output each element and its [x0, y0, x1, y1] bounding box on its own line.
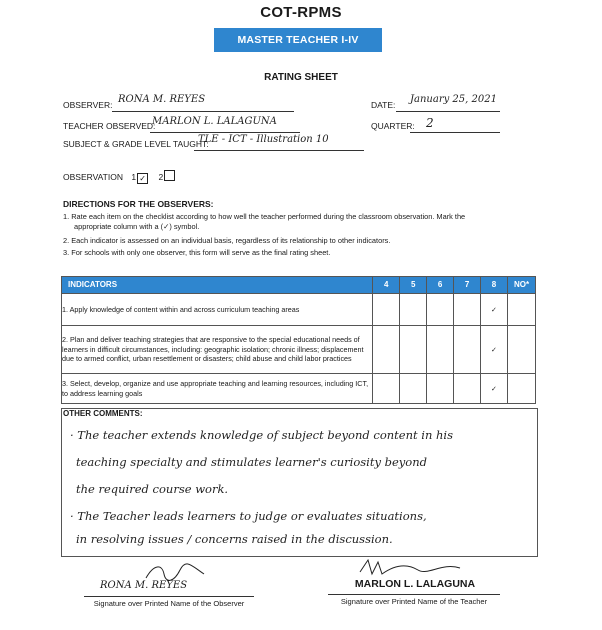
observation-1-checkbox[interactable]: ✓: [137, 173, 148, 184]
subject-underline: [194, 150, 364, 151]
rating-cell[interactable]: [400, 374, 427, 404]
comment-line: the required course work.: [76, 482, 229, 496]
observer-underline: [112, 111, 294, 112]
teacher-underline: [150, 132, 300, 133]
table-row: [62, 294, 536, 326]
quarter-underline: [410, 132, 500, 133]
rating-cell[interactable]: [400, 326, 427, 374]
rating-5-header: 5: [400, 277, 427, 294]
indicator-2-text: 2. Plan and deliver teaching strategies that are responsive to the special educational needs of learners in difficult circumstances, including: geographic isolation; chronic illness; displacement due to armed conflict, urban resettlement or disasters; child abuse and child labor practices: [62, 326, 373, 374]
rating-cell[interactable]: [427, 326, 454, 374]
rating-cell[interactable]: [454, 326, 481, 374]
rating-cell[interactable]: [373, 326, 400, 374]
rating-7-header: 7: [454, 277, 481, 294]
teacher-signature-line: [328, 594, 500, 595]
quarter-value: 2: [426, 116, 434, 130]
check-mark[interactable]: ✓: [481, 326, 508, 374]
table-row: [62, 326, 536, 374]
rating-cell[interactable]: [373, 294, 400, 326]
observer-value: RONA M. REYES: [118, 94, 206, 105]
direction-item: 2. Each indicator is assessed on an individual basis, regardless of its relationship to other indicators.: [63, 236, 391, 245]
observer-signature-line: [84, 596, 254, 597]
subject-value: TLE - ICT - Illustration 10: [198, 134, 329, 145]
observer-signature-caption: Signature over Printed Name of the Observer: [93, 599, 245, 608]
observation-option-1-label: 1: [131, 172, 137, 182]
rating-cell[interactable]: [427, 294, 454, 326]
date-label: DATE:: [371, 100, 396, 110]
comment-line: · The Teacher leads learners to judge or evaluates situations,: [70, 509, 427, 523]
rating-cell[interactable]: [373, 374, 400, 404]
observation-option-2-label: 2: [158, 172, 164, 182]
rating-cell[interactable]: [508, 294, 536, 326]
rating-8-header: 8: [481, 277, 508, 294]
indicators-header: INDICATORS: [62, 277, 373, 294]
directions-heading: DIRECTIONS FOR THE OBSERVERS:: [63, 199, 214, 209]
teacher-printed-name: MARLON L. LALAGUNA: [354, 578, 476, 590]
rating-cell[interactable]: [427, 374, 454, 404]
not-observed-header: NO*: [508, 277, 536, 294]
table-row: [62, 374, 536, 404]
rating-cell[interactable]: [454, 294, 481, 326]
comments-label: OTHER COMMENTS:: [63, 409, 143, 418]
observation-row: [63, 170, 175, 184]
rating-4-header: 4: [373, 277, 400, 294]
direction-item: appropriate column with a (✓) symbol.: [74, 222, 200, 231]
comment-line: teaching specialty and stimulates learner's curiosity beyond: [76, 455, 427, 469]
date-underline: [396, 111, 500, 112]
check-mark[interactable]: ✓: [481, 374, 508, 404]
indicator-1-text: 1. Apply knowledge of content within and across curriculum teaching areas: [62, 294, 373, 326]
teacher-signature-caption: Signature over Printed Name of the Teacher: [340, 597, 488, 606]
observer-printed-name: RONA M. REYES: [100, 580, 188, 591]
comment-line: in resolving issues / concerns raised in the discussion.: [76, 532, 393, 546]
position-banner: MASTER TEACHER I-IV: [214, 28, 382, 52]
rating-cell[interactable]: [508, 326, 536, 374]
comment-line: · The teacher extends knowledge of subject beyond content in his: [70, 428, 454, 442]
observation-label: OBSERVATION: [63, 172, 123, 182]
form-title: COT-RPMS: [260, 4, 342, 21]
check-mark[interactable]: ✓: [481, 294, 508, 326]
rating-cell[interactable]: [400, 294, 427, 326]
rating-6-header: 6: [427, 277, 454, 294]
direction-item: 1. Rate each item on the checklist according to how well the teacher performed during the classroom observation. Mark the: [63, 212, 466, 221]
quarter-label: QUARTER:: [371, 121, 415, 131]
indicators-table: [61, 276, 536, 404]
table-header-row: [62, 277, 536, 294]
teacher-observed-value: MARLON L. LALAGUNA: [152, 116, 277, 127]
date-value: January 25, 2021: [410, 94, 497, 105]
indicator-3-text: 3. Select, develop, organize and use appropriate teaching and learning resources, including ICT, to address learning goals: [62, 374, 373, 404]
subject-label: SUBJECT & GRADE LEVEL TAUGHT:: [63, 139, 209, 149]
teacher-observed-label: TEACHER OBSERVED:: [63, 121, 156, 131]
observer-label: OBSERVER:: [63, 100, 113, 110]
rating-cell[interactable]: [454, 374, 481, 404]
direction-item: 3. For schools with only one observer, this form will serve as the final rating sheet.: [63, 248, 331, 257]
rating-cell[interactable]: [508, 374, 536, 404]
rating-sheet-heading: RATING SHEET: [264, 72, 338, 83]
observation-2-checkbox[interactable]: [164, 170, 175, 181]
